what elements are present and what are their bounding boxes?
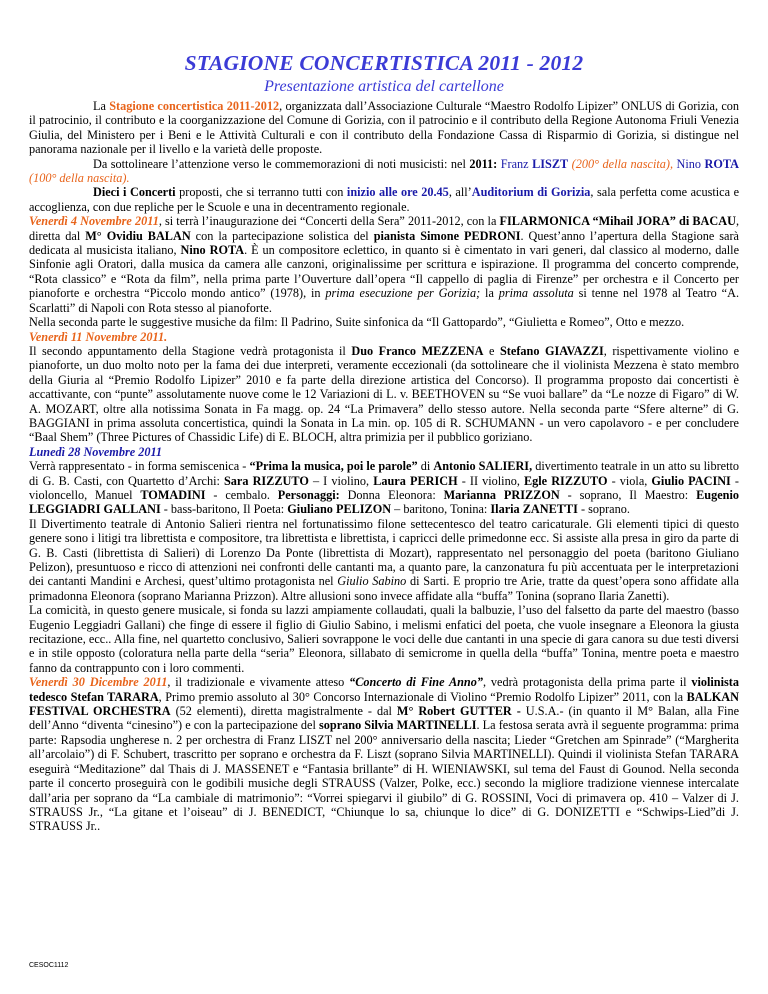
concert-1-date: Venerdì 4 Novembre 2011 [29,214,159,229]
page-subtitle: Presentazione artistica del cartellone [264,78,504,95]
concert-4-paragraph: Venerdì 30 Dicembre 2011, il tradizionale e vivamente atteso “Concerto di Fine Anno”, vedrà protagonista della prima parte il violinista tedesco Stefan TARARA, Primo premio assoluto al 30° Concorso Internazionale di Violino “Premio Rodolfo Lipizer” 2011, con la BALKAN FESTIVAL ORCHESTRA (52 elementi), diretta magistralmente - dal M° Robert GUTTER - U.S.A.- (in quanto il M° Balan, alla Fine dell’Anno “diventa “cinesino”) e con la partecipazione del soprano Silvia MARTINELLI. La festosa serata avrà il seguente programma: prima parte: Rapsodia ungherese n. 2 per orchestra di Franz LISZT nel 200° anniversario della nascita; Lieder “Gretchen am Spinrade” (“Margherita all’arcolaio”) di F. Schubert, trascritto per soprano e orchestra da F. Liszt (soprano Silvia MARTINELLI). Quindi il violinista Stefan TARARA eseguirà “Meditazione” dal Thais di J. MASSENET e “Fantasia brillante” di H. WIENIAWSKI, sul tema del Faust di Gounod. Nella seconda parte il concerto proseguirà con le godibili musiche degli STRAUSS (Valzer, Polke, ecc.) secondo la migliore tradizione viennese intercalate dall’aria per soprano da “La cambiale di matrimonio”: “Vorrei spiegarvi il giubilo” di G. ROSSINI, Voci di primavera op. 410 – Valzer di J. STRAUSS Jr., “La gitane et l’oiseau” di J. BENEDICT, “Chiunque lo sa, chiunque lo dice” di G. DONIZETTI e “Schwips-Lied”di J. STRAUSS Jr.. [29,675,740,834]
page-title: STAGIONE CONCERTISTICA 2011 - 2012 [184,51,584,75]
intro-paragraph-1: La Stagione concertistica 2011-2012, organizzata dall’Associazione Culturale “Maestro Rodolfo Lipizer” ONLUS di Gorizia, con il patrocinio, il contributo e la coorganizzazione del Comune di Gorizia, con il patrocinio e il contributo della Regione Autonoma Friuli Venezia Giulia, del Ministero per i Beni e le Attività Culturali e con il contributo della Fondazione Cassa di Risparmio di Gorizia, si distingue nel panorama nazionale per il livello e la varietà delle proposte. [29,99,740,157]
season-highlight: Stagione concertistica 2011-2012 [109,99,280,113]
intro-paragraph-3: Dieci i Concerti proposti, che si terranno tutti con inizio alle ore 20.45, all’Auditorium di Gorizia, sala perfetta come acustica e accoglienza, con due repliche per le Scuole e una in decentramento regionale. [29,185,739,214]
concert-2-paragraph: Il secondo appuntamento della Stagione vedrà protagonista il Duo Franco MEZZENA e Stefano GIAVAZZI, rispettivamente violino e pianoforte, un duo molto noto per la fama dei due interpreti, veramente eccezionali (da sottolineare che il violinista Mezzena è stato membro della Giuria al “Premio Rodolfo Lipizer” 2010 e fa parte della direzione artistica del Concorso). Il programma proposto dai concertisti è accattivante, con “punte” assolutamente nuove come le 12 Variazioni di L. v. BEETHOVEN su “Se vuoi ballare” da “Le nozze di Figaro” di W. A. MOZART, oltre alla notissima Sonata in Fa magg. op. 24 “La Primavera” dello stesso autore. Nella seconda parte “Sfere alterne” di G. BAGGIANI in prima assoluta concertistica, quindi la Sonata in La min. op. 105 di R. SCHUMANN - un vero capolavoro - e per concludere “Baal Shem” (Three Pictures of Chassidic Life) di E. BLOCH, altra primizia per il pubblico goriziano. [29,343,740,445]
concert-1-second-part: Nella seconda parte le suggestive musiche da film: Il Padrino, Suite sinfonica da “Il Gattopardo”, “Giulietta e Romeo”, Otto e mezzo. [29,315,685,330]
concert-2-date: Venerdì 11 Novembre 2011. [29,329,168,344]
concert-2-heading [29,330,739,344]
document-code: CESOC1112 [29,962,69,969]
concert-1-paragraph: Venerdì 4 Novembre 2011, si terrà l’inaugurazione dei “Concerti della Sera” 2011-2012, con la FILARMONICA “Mihail JORA” di BACAU, diretta dal M° Ovidiu BALAN con la partecipazione solistica del pianista Simone PEDRONI. Quest’anno l’apertura della Stagione sarà dedicata al musicista italiano, Nino ROTA. È un compositore eclettico, in quanto si è cimentato in vari generi, dal classico al moderno, dalle Sinfonie agli Oratori, dalla musica da camera alle canzoni, originalissime per scrittura e ispirazione. Il programma del concerto comprende, “Rota classico” e “Rota da film”, nella prima parte l’Ouverture dall’opera “Il cappello di paglia di Firenze” per orchestra e il Concerto per pianoforte e orchestra “Piccolo mondo antico” (1978), in prima esecuzione per Gorizia; la prima assoluta si tenne nel 1978 al Teatro “A. Scarlatti” di Napoli con Rota stesso al pianoforte. [29,214,740,315]
concert-4-date: Venerdì 30 Dicembre 2011 [29,675,168,690]
document-body [29,99,739,834]
intro-paragraph-2: Da sottolineare l’attenzione verso le commemorazioni di noti musicisti: nel 2011: Franz LISZT (200° della nascita), Nino ROTA (100° della nascita). [29,156,739,186]
concert-3-paragraph-3: La comicità, in questo genere musicale, si fonda su lazzi ampiamente collaudati, quali la balbuzie, l’uso del falsetto da parte del maestro (basso Eugenio Leggiadri Gallani) che finge di essere il figlio di Giulio Sabino, i melismi enfatici del poeta, che vuole insegnare a Eleonora la giusta recitazione, ecc.. Alla fine, nel quartetto conclusivo, Salieri sovrappone le voci delle due cantanti in una specie di gara canora su due testi diversi e in stile opposto (coloratura nella parte della “seria” Eleonora, sillabato di semicrome in quella della “buffa” Tonina, mentre poeta e maestro fanno da contrappunto con i loro commenti. [29,603,739,675]
concert-3-date: Lunedì 28 Novembre 2011 [29,444,163,459]
concert-3-heading [29,445,739,459]
concert-3-paragraph-2: Il Divertimento teatrale di Antonio Salieri rientra nel fortunatissimo filone settecentesco del teatro caricaturale. Gli elementi tipici di questo genere sono i litigi tra librettista e compositore, tra librettista e librettista, i capricci delle primedonne ecc. Si assiste alla presa in giro da parte di G. B. Casti (librettista di Salieri) di Lorenzo Da Ponte (librettista di Mozart), rappresentato nel personaggio del poeta (baritono Giuliano Pelizon), presuntuoso e ricco di attenzioni nei confronti delle cantanti ma, a quanto pare, la canzonatura fu più accentuata per le interpretazioni dei cantanti Mandini e Archesi, quest’ultimo protagonista nel Giulio Sabino di Sarti. E proprio tre Arie, tratte da quest’opera sono affidate alla primadonna Eleonora (soprano Marianna Prizzon). Altre allusioni sono invece affidate alla “buffa” Tonina (soprano Ilaria Zanetti). [29,516,739,603]
concert-3-paragraph-1: Verrà rappresentato - in forma semiscenica - “Prima la musica, poi le parole” di Antonio SALIERI, divertimento teatrale in un atto su libretto di G. B. Casti, con Quartetto d’Archi: Sara RIZZUTO – I violino, Laura PERICH - II violino, Egle RIZZUTO - viola, Giulio PACINI - violoncello, Manuel TOMADINI - cembalo. Personaggi: Donna Eleonora: Marianna PRIZZON - soprano, Il Maestro: Eugenio LEGGIADRI GALLANI - bass-baritono, Il Poeta: Giuliano PELIZON – baritono, Tonina: Ilaria ZANETTI - soprano. [29,459,740,517]
